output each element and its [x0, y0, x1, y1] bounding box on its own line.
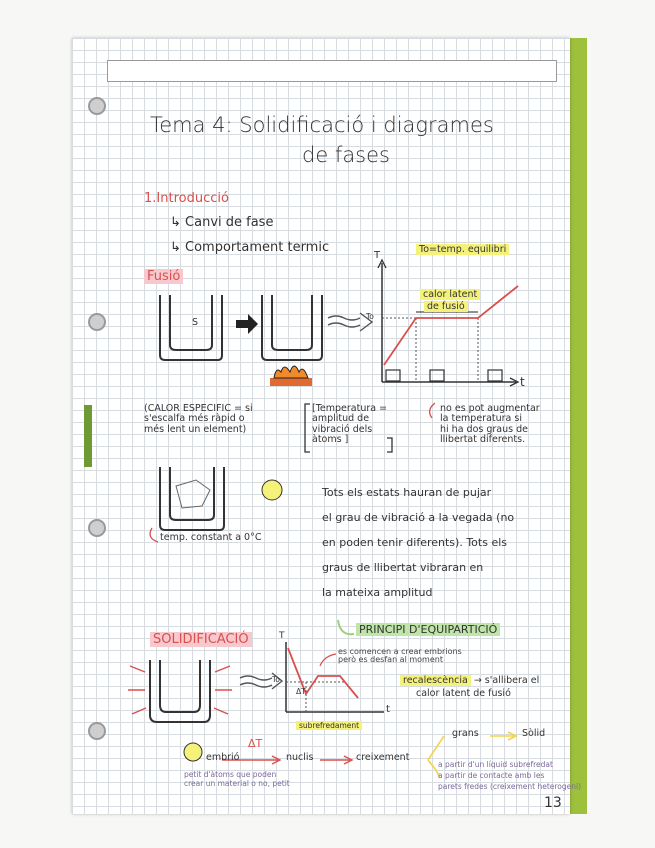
- solid-label: S: [192, 317, 199, 328]
- delta-t-label-small: ΔT: [296, 687, 306, 696]
- page-number: 13: [544, 795, 562, 811]
- equilibrium-note: To=temp. equilibri: [416, 244, 509, 255]
- fire-icon: [274, 366, 308, 378]
- calor-especific-note: (CALOR ESPECIFIC = si s'escalfa més ràpid o més lent un element): [144, 403, 253, 435]
- embrio-label: embrió: [206, 752, 240, 763]
- creixement-label: creixement: [356, 752, 410, 763]
- embrio-note: petit d'àtoms que poden crear un material o no, petit: [184, 770, 290, 789]
- solid-state-label: Sòlid: [522, 728, 546, 739]
- burner-icon: [270, 378, 312, 386]
- tots-els-estats-text: Tots els estats hauran de pujar el grau de vibració a la vegada (no en poden tenir diferents). Tots els graus de llibertat vibraran en la mateixa amplitud: [322, 486, 515, 599]
- section-heading: 1.Introducció: [144, 191, 229, 206]
- page-title: Tema 4: Solidificació i diagrames: [150, 113, 494, 137]
- fusio-heading: Fusió: [144, 269, 183, 284]
- container-empty-inner: [272, 295, 312, 350]
- temperatura-note: [Temperatura = amplitud de vibració dels àtoms ]: [312, 403, 388, 446]
- principi-label: PRINCIPI D'EQUIPARTICIÓ: [356, 624, 500, 636]
- container-solid-inner: [170, 295, 212, 350]
- to-label: To: [366, 312, 374, 321]
- creixement-notes: a partir d'un líquid subrefredat a partir de contacte amb les parets fredes (creixement heterogeni): [438, 760, 582, 791]
- delta-t-label: ΔT: [248, 737, 263, 750]
- nucli-label: nuclis: [286, 752, 314, 763]
- calor-latent-fusio-note: calor latent de fusió: [416, 688, 511, 699]
- es-comencen-note: es comencen a crear embrions però es desfan al moment: [338, 647, 462, 665]
- recalescencia-note: recalescència → s'allibera el: [400, 676, 539, 686]
- subrefredament-label: subrefredament: [296, 721, 362, 730]
- axis-T-label: T: [374, 250, 381, 261]
- to-label-2: To: [272, 675, 280, 684]
- de-fusio-label: de fusió: [424, 301, 468, 312]
- solidificacio-heading: SOLIDIFICACIÓ: [150, 633, 252, 647]
- calor-latent-label: calor latent: [420, 289, 480, 300]
- axis-t-label: t: [520, 375, 525, 389]
- temp-constant-note: temp. constant a 0°C: [160, 532, 262, 543]
- axis-T-label-2: T: [279, 631, 285, 641]
- no-es-pot-note: no es pot augmentar la temperatura si hi ha dos graus de llibertat diferents.: [440, 403, 540, 446]
- arrow-right-icon: [236, 314, 258, 334]
- bullet-item: ↳ Canvi de fase: [170, 215, 274, 230]
- page-title-line2: de fases: [302, 143, 390, 167]
- grans-label: grans: [452, 728, 479, 739]
- axis-t-label-2: t: [386, 704, 390, 715]
- bullet-item: ↳ Comportament termic: [170, 240, 330, 255]
